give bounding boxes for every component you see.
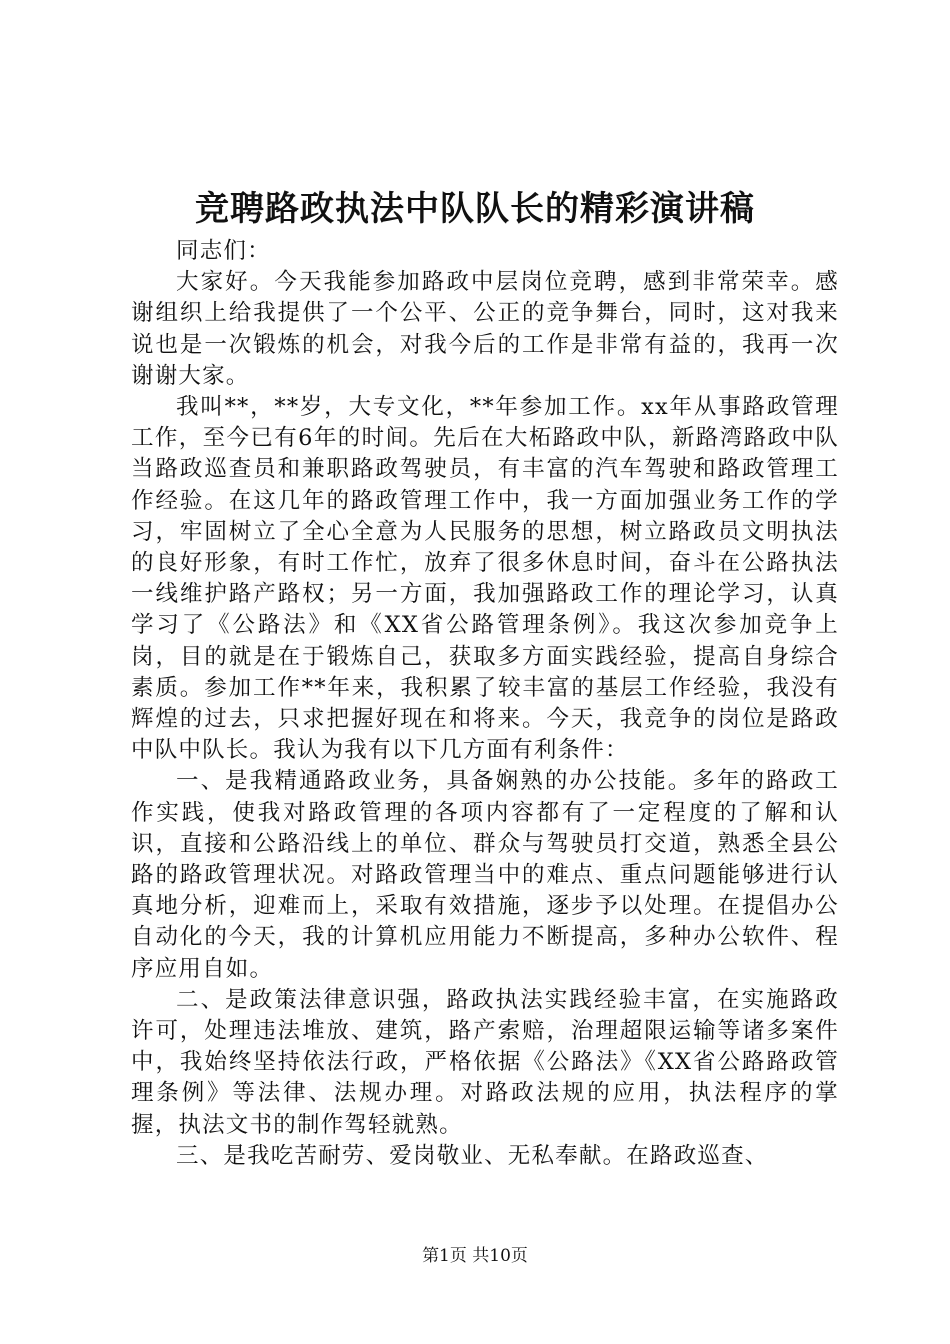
page-footer: 第1页 共10页 — [422, 1246, 528, 1266]
paragraph-greeting: 大家好。今天我能参加路政中层岗位竞聘，感到非常荣幸。感谢组织上给我提供了一个公平、公正的竞争舞台，同时，这对我来说也是一次锻炼的机会，对我今后的工作是非常有益的，我再一次谢谢大家。 — [131, 269, 839, 389]
paragraph-advantage-three: 三、是我吃苦耐劳、爱岗敬业、无私奉献。在路政巡查、 — [176, 1142, 769, 1169]
document-title: 竞聘路政执法中队队长的精彩演讲稿 — [195, 189, 755, 229]
paragraph-advantage-two: 二、是政策法律意识强，路政执法实践经验丰富，在实施路政许可，处理违法堆放、建筑，路产索赔，治理超限运输等诸多案件中，我始终坚持依法行政，严格依据《公路法》《XX省公路路政管理条例》等法律、法规办理。对路政法规的应用，执法程序的掌握，执法文书的制作驾轻就熟。 — [131, 986, 839, 1138]
document-body — [131, 236, 839, 1172]
salutation: 同志们： — [176, 238, 271, 264]
paragraph-self-introduction: 我叫**，**岁，大专文化，**年参加工作。xx年从事路政管理工作，至今已有6年的时间。先后在大柘路政中队，新路湾路政中队当路政巡查员和兼职路政驾驶员，有丰富的汽车驾驶和路政管理工作经验。在这几年的路政管理工作中，我一方面加强业务工作的学习，牢固树立了全心全意为人民服务的思想，树立路政员文明执法的良好形象，有时工作忙，放弃了很多休息时间，奋斗在公路执法一线维护路产路权；另一方面，我加强路政工作的理论学习，认真学习了《公路法》和《XX省公路管理条例》。我这次参加竞争上岗，目的就是在于锻炼自己，获取多方面实践经验，提高自身综合素质。参加工作**年来，我积累了较丰富的基层工作经验，我没有辉煌的过去，只求把握好现在和将来。今天，我竞争的岗位是路政中队中队长。我认为我有以下几方面有利条件： — [131, 394, 839, 764]
paragraph-advantage-one: 一、是我精通路政业务，具备娴熟的办公技能。多年的路政工作实践，使我对路政管理的各项内容都有了一定程度的了解和认识，直接和公路沿线上的单位、群众与驾驶员打交道，熟悉全县公路的路政管理状况。对路政管理当中的难点、重点问题能够进行认真地分析，迎难而上，采取有效措施，逐步予以处理。在提倡办公自动化的今天，我的计算机应用能力不断提高，多种办公软件、程序应用自如。 — [131, 768, 839, 982]
